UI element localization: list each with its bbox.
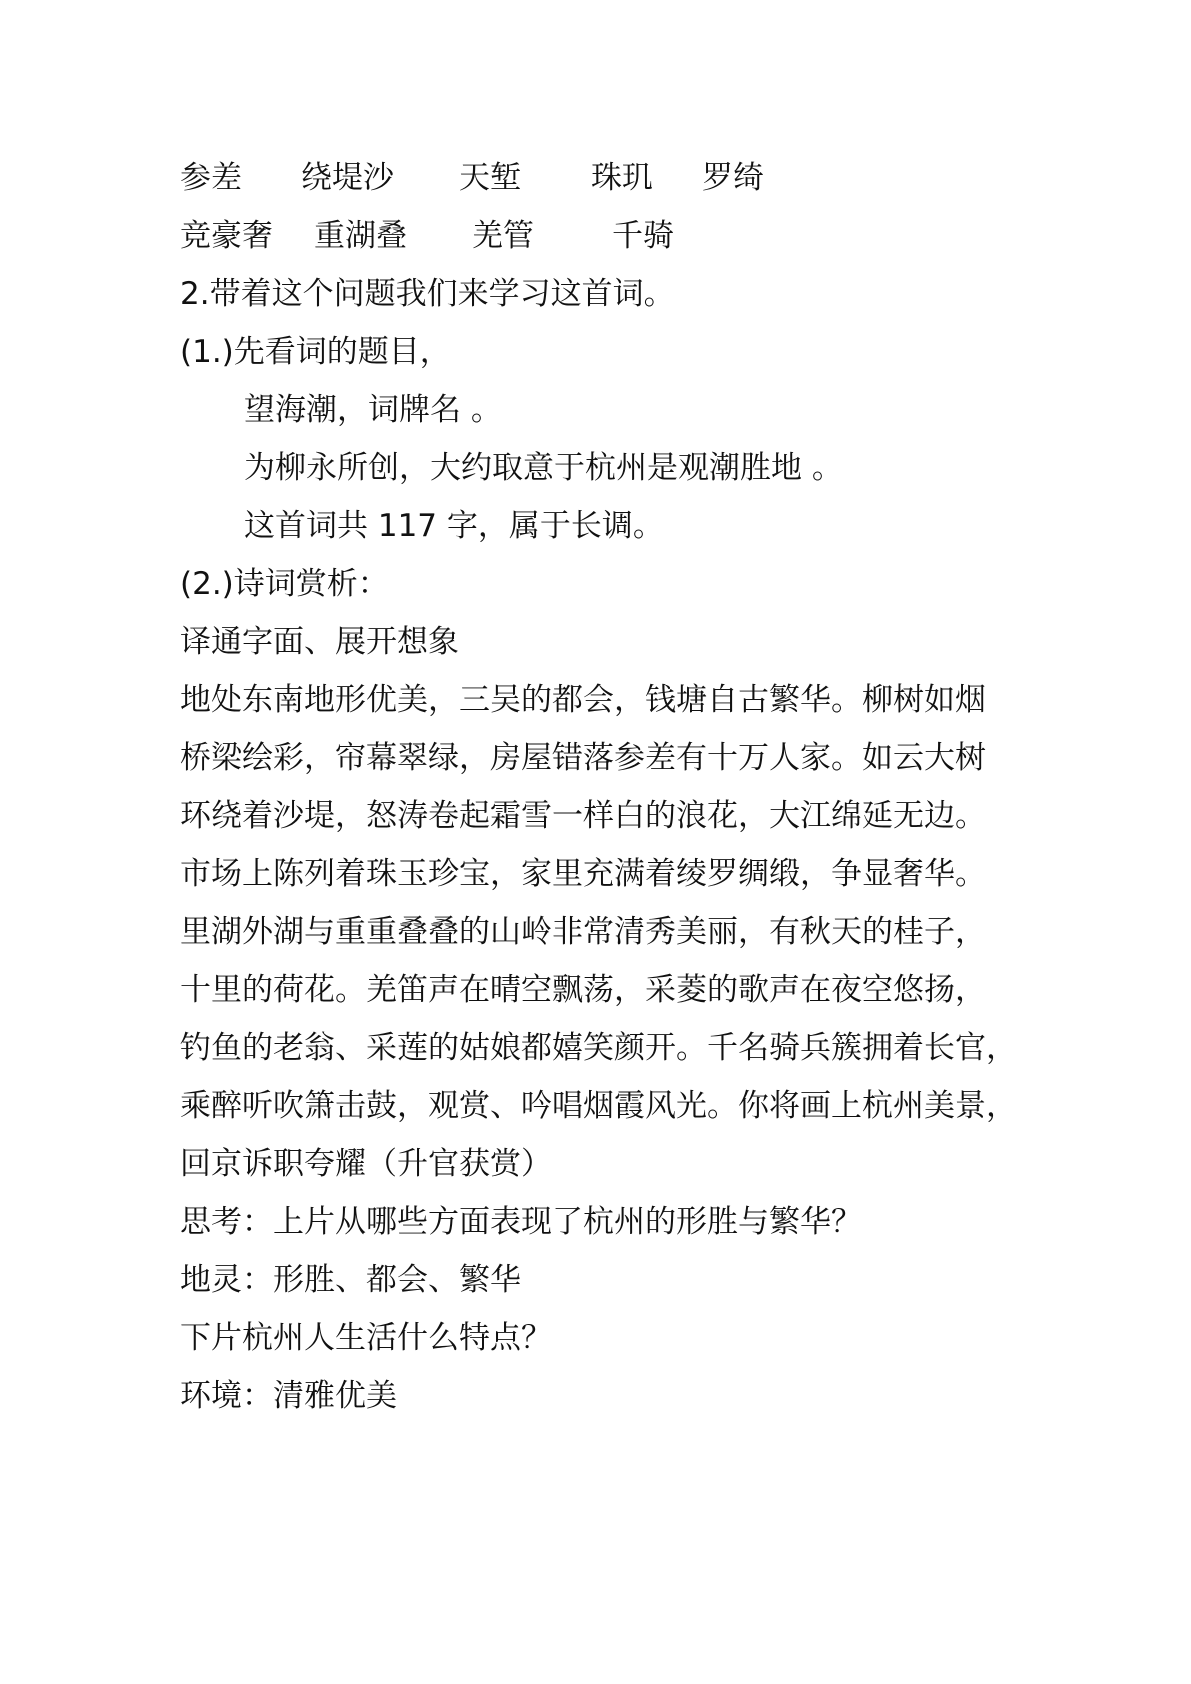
think-answer-2: 环境：清雅优美 xyxy=(180,1378,397,1414)
sub-1-heading: (1.)先看词的题目， xyxy=(180,334,451,370)
translation-line: 乘醉听吹箫击鼓，观赏、吟唱烟霞风光。你将画上杭州美景， xyxy=(180,1088,1017,1124)
vocab-word: 羌管 xyxy=(472,218,534,254)
translation-line: 回京诉职夸耀（升官获赏） xyxy=(180,1146,552,1182)
think-question-1: 思考：上片从哪些方面表现了杭州的形胜与繁华？ xyxy=(180,1204,862,1240)
translation-line: 里湖外湖与重重叠叠的山岭非常清秀美丽，有秋天的桂子， xyxy=(180,914,986,950)
title-note-line: 为柳永所创，大约取意于杭州是观潮胜地 。 xyxy=(244,450,843,486)
translation-line: 地处东南地形优美，三吴的都会，钱塘自古繁华。柳树如烟 xyxy=(180,682,986,718)
sub-2-heading: (2.)诗词赏析： xyxy=(180,566,389,602)
vocab-word: 天堑 xyxy=(459,160,521,196)
vocab-word: 参差 xyxy=(180,160,242,196)
step-2-heading: 2.带着这个问题我们来学习这首词。 xyxy=(180,276,675,312)
vocab-word: 竞豪奢 xyxy=(180,218,273,254)
vocab-word: 珠玑 xyxy=(591,160,653,196)
vocab-word: 绕堤沙 xyxy=(301,160,394,196)
think-answer-1: 地灵：形胜、都会、繁华 xyxy=(180,1262,521,1298)
sub-2-subheading: 译通字面、展开想象 xyxy=(180,624,459,660)
think-question-2: 下片杭州人生活什么特点？ xyxy=(180,1320,552,1356)
title-note-line: 望海潮，词牌名 。 xyxy=(244,392,502,428)
translation-line: 环绕着沙堤，怒涛卷起霜雪一样白的浪花，大江绵延无边。 xyxy=(180,798,986,834)
vocab-word: 罗绮 xyxy=(702,160,764,196)
translation-line: 十里的荷花。羌笛声在晴空飘荡，采菱的歌声在夜空悠扬， xyxy=(180,972,986,1008)
translation-line: 桥梁绘彩，帘幕翠绿，房屋错落参差有十万人家。如云大树 xyxy=(180,740,986,776)
translation-line: 市场上陈列着珠玉珍宝，家里充满着绫罗绸缎，争显奢华。 xyxy=(180,856,986,892)
vocab-word: 千骑 xyxy=(612,218,674,254)
title-note-line: 这首词共 117 字，属于长调。 xyxy=(244,508,664,544)
vocab-word: 重湖叠 xyxy=(314,218,407,254)
translation-line: 钓鱼的老翁、采莲的姑娘都嬉笑颜开。千名骑兵簇拥着长官， xyxy=(180,1030,1017,1066)
